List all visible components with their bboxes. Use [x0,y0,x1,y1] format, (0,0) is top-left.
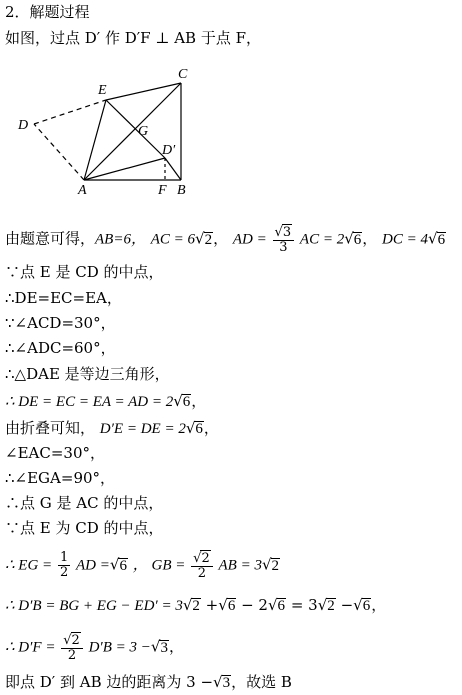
fraction-root3-over-3: $\frac{√3}{3}$ [273,224,295,255]
segment-AE [84,100,106,180]
step-g-midpoint: ∴点 G 是 AC 的中点， [5,494,164,512]
step-eg-gb: ∴ EG = $\frac{1}{2}$ AD =√6 ， GB = $\frac{√2}{2}$ AB = 3√2 [5,550,280,581]
label-B: B [177,183,186,198]
step-angle-eac: ∠EAC=30°， [5,444,105,462]
step-d-prime-b: ∴ D′B = BG + EG − ED′ = 3√2 +√6 − 2√6 = 3√2 −√6， [5,596,387,614]
given-values-line: 由题意可得，AB=6， AC = 6√2， AD = $\frac{√3}{3}$ AC = 2√6， DC = 4√6 [5,225,446,255]
label-D: D [18,118,29,133]
segment-DE-dashed [34,100,106,124]
step-midpoint: ∵点 E 是 CD 的中点， [5,263,164,281]
construction-line: 如图，过点 D′ 作 D′F ⊥ AB 于点 F， [5,29,262,47]
segment-AD-dashed [34,124,84,180]
conclusion-line: 即点 D′ 到 AB 边的距离为 3 −√3，故选 B [5,673,292,691]
label-C: C [178,67,188,82]
segment-EC [106,83,181,100]
step-angle-ega: ∴∠EGA=90°， [5,469,116,487]
heading: 2．解题过程 [5,3,90,21]
fraction-root2-over-2: $\frac{√2}{2}$ [191,550,213,581]
segment-D-prime-B [165,158,181,180]
label-A: A [78,183,87,198]
fraction-half: $\frac{1}{2}$ [59,550,69,580]
step-de-length: ∴ DE = EC = EA = AD = 2√6， [5,392,207,410]
label-E: E [98,83,107,98]
step-e-midpoint: ∵点 E 为 CD 的中点， [5,519,164,537]
step-folding: 由折叠可知， D′E = DE = 2√6， [5,419,219,437]
step-angle-adc: ∴∠ADC=60°， [5,339,116,357]
step-equilateral: ∴△DAE 是等边三角形， [5,365,170,383]
label-D-prime: D′ [162,143,176,158]
label-G: G [138,124,149,139]
step-angle-acd: ∵∠ACD=30°， [5,314,116,332]
fraction-root2-over-2-b: $\frac{√2}{2}$ [61,632,83,663]
label-F: F [158,183,167,198]
step-equal-sides: ∴DE=EC=EA， [5,289,122,307]
segment-AD-prime [84,158,165,180]
geometry-diagram [10,62,200,202]
step-d-prime-f: ∴ D′F = $\frac{√2}{2}$ D′B = 3 −√3， [5,633,184,663]
